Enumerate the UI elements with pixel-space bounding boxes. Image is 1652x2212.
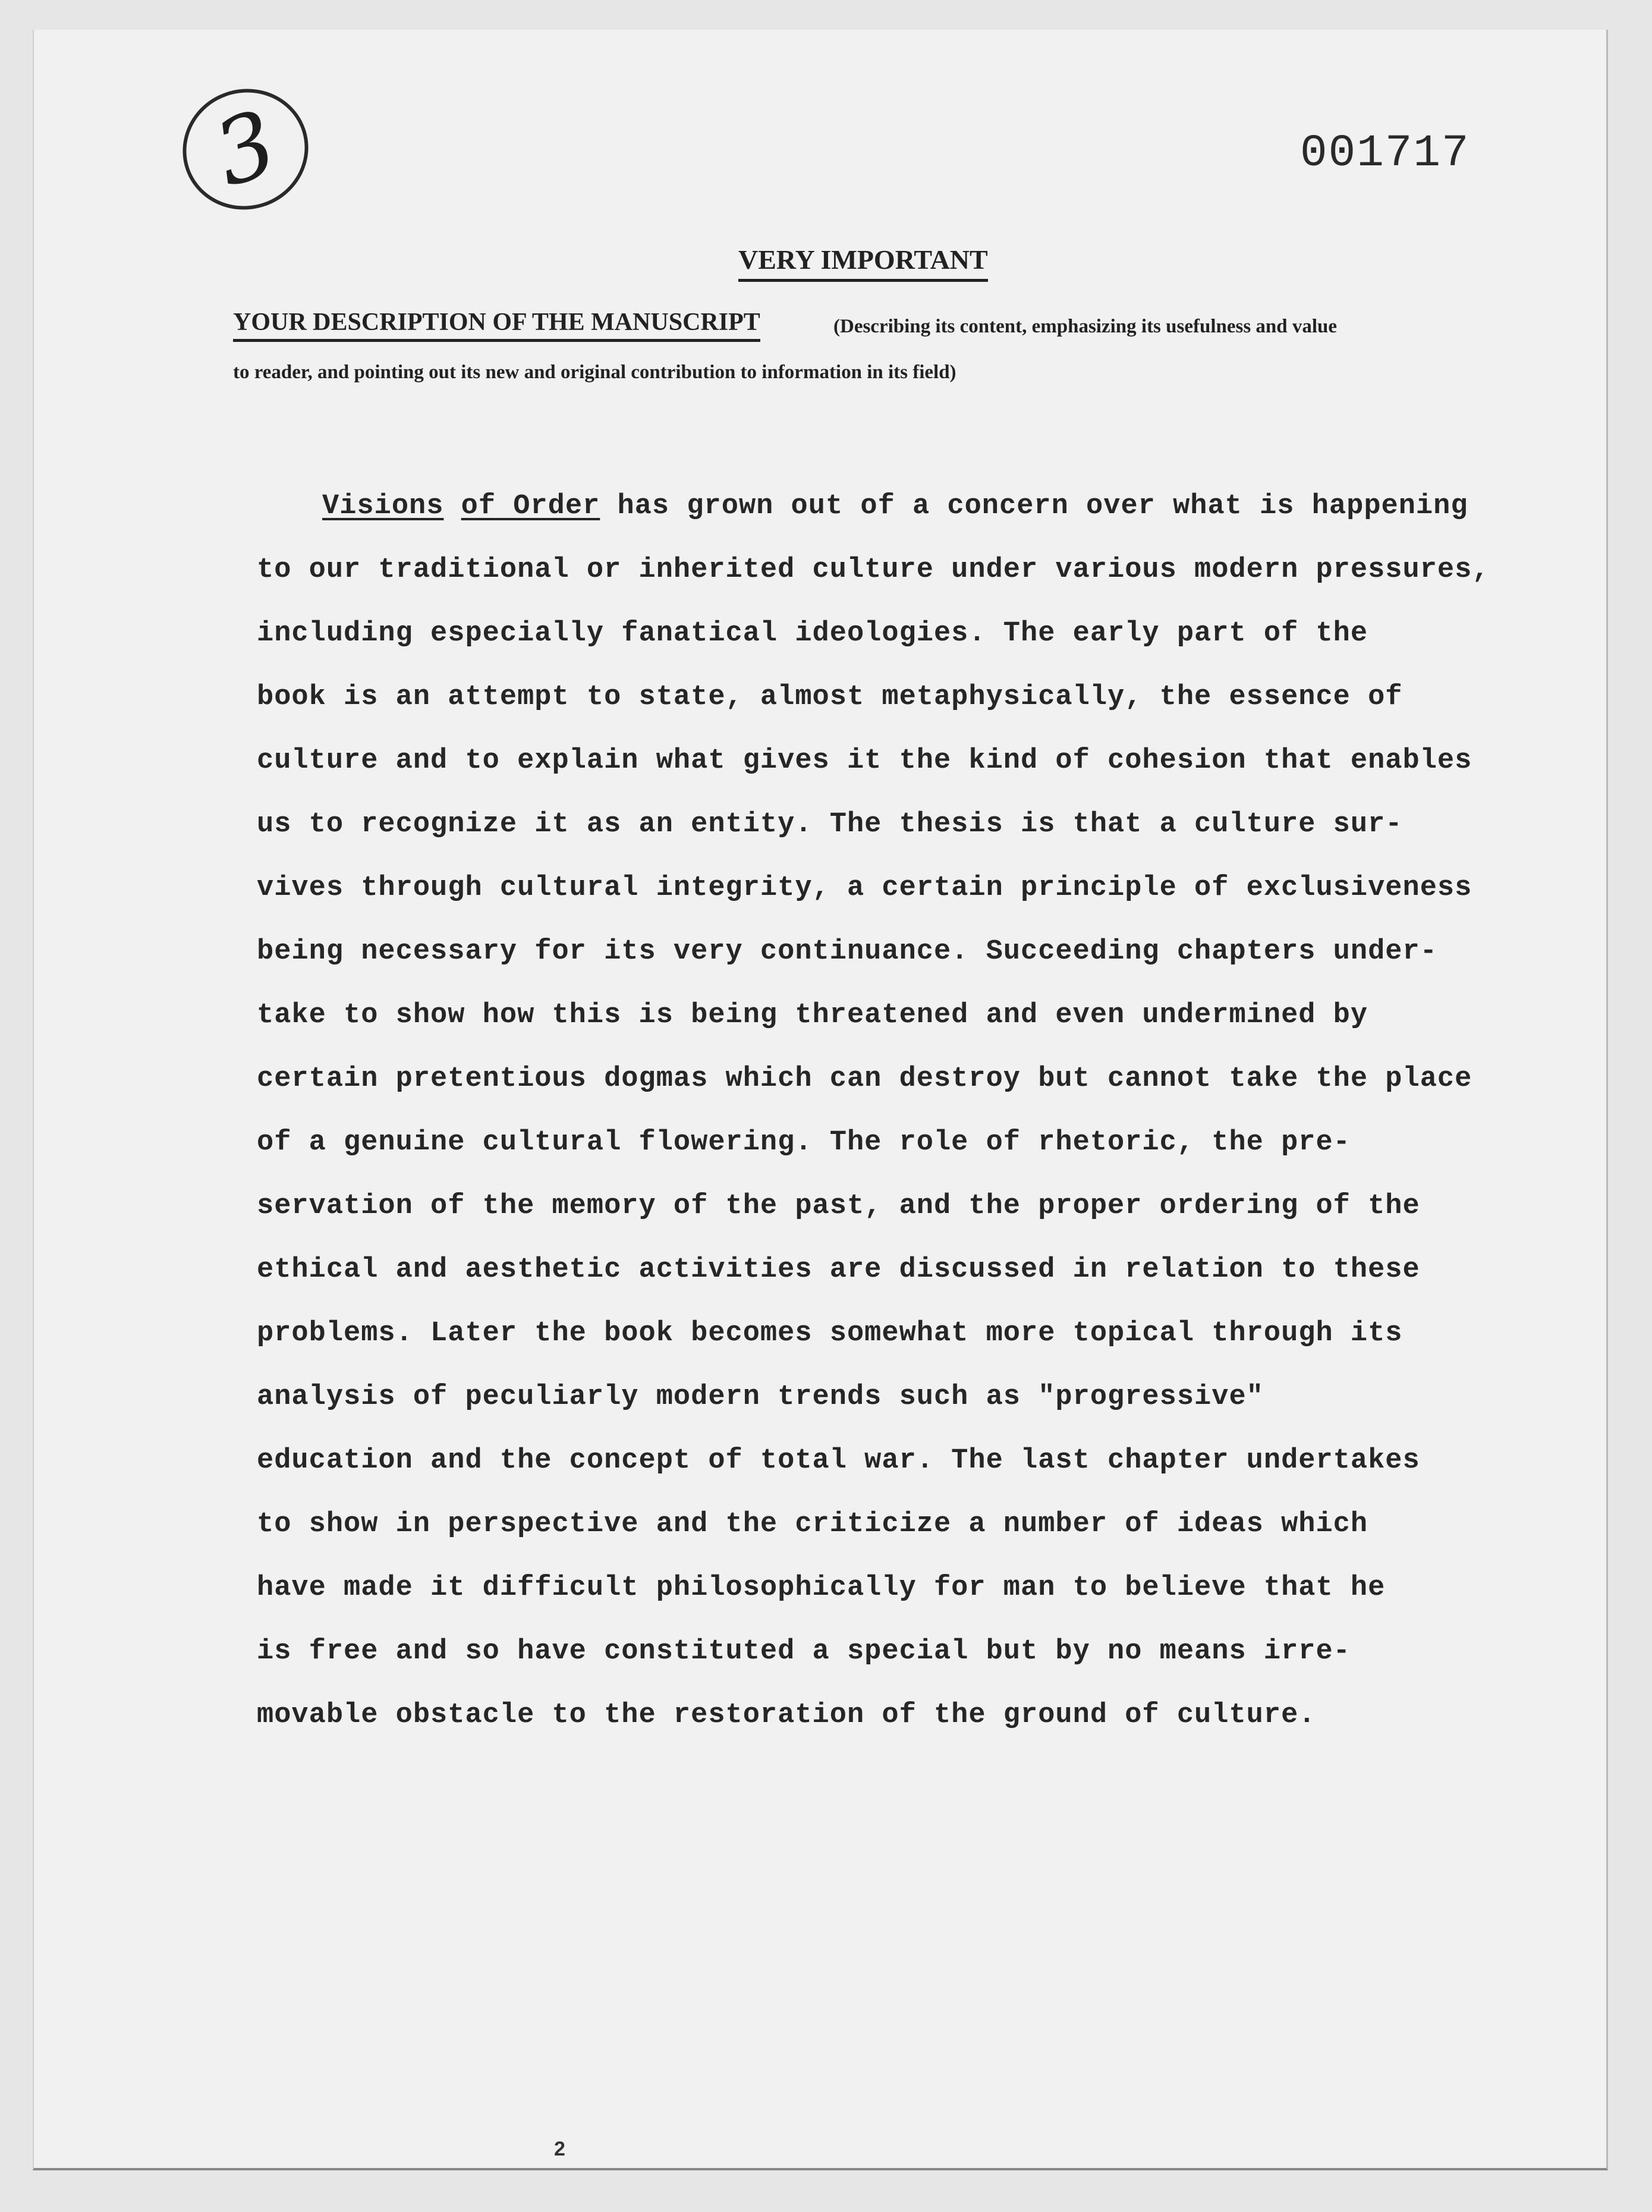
body-line: servation of the memory of the past, and the proper ordering of the — [257, 1190, 1420, 1222]
manuscript-title-part1: Visions — [322, 491, 444, 522]
body-line: certain pretentious dogmas which can destroy but cannot take the place — [257, 1063, 1472, 1095]
manuscript-description-body — [257, 491, 1600, 1763]
body-line: movable obstacle to the restoration of the ground of culture. — [257, 1699, 1316, 1731]
body-line: to show in perspective and the criticize a number of ideas which — [257, 1509, 1368, 1540]
body-line: take to show how this is being threatened and even undermined by — [257, 1000, 1368, 1031]
body-line: culture and to explain what gives it the kind of cohesion that enables — [257, 745, 1472, 777]
bottom-mark: 2 — [554, 2138, 565, 2160]
manuscript-title-part2: of Order — [461, 491, 600, 522]
body-line-text: has grown out of a concern over what is happening — [617, 491, 1468, 522]
description-label: YOUR DESCRIPTION OF THE MANUSCRIPT — [233, 308, 760, 342]
document-page — [33, 30, 1608, 2170]
body-line: us to recognize it as an entity. The thesis is that a culture sur- — [257, 809, 1403, 840]
body-line: problems. Later the book becomes somewhat more topical through its — [257, 1318, 1403, 1349]
body-line: is free and so have constituted a special but by no means irre- — [257, 1636, 1351, 1667]
body-line: including especially fanatical ideologies. The early part of the — [257, 618, 1368, 649]
document-number: 001717 — [1300, 128, 1470, 179]
heading-very-important: VERY IMPORTANT — [738, 244, 988, 282]
body-line: book is an attempt to state, almost metaphysically, the essence of — [257, 681, 1403, 713]
body-line — [257, 491, 1600, 554]
body-line: vives through cultural integrity, a certain principle of exclusiveness — [257, 872, 1472, 904]
body-line: being necessary for its very continuance. Succeeding chapters under- — [257, 936, 1437, 967]
body-line: analysis of peculiarly modern trends such as "progressive" — [257, 1381, 1264, 1413]
body-line: ethical and aesthetic activities are discussed in relation to these — [257, 1254, 1420, 1286]
body-line: education and the concept of total war. The last chapter undertakes — [257, 1445, 1420, 1476]
circled-page-number: 3 — [167, 73, 324, 226]
description-note-line1: (Describing its content, emphasizing its usefulness and value — [833, 316, 1338, 337]
body-line: have made it difficult philosophically for man to believe that he — [257, 1572, 1386, 1604]
description-note-line2: to reader, and pointing out its new and original contribution to information in its field) — [233, 362, 956, 383]
body-line: to our traditional or inherited culture under various modern pressures, — [257, 554, 1490, 586]
body-line: of a genuine cultural flowering. The role of rhetoric, the pre- — [257, 1127, 1351, 1158]
